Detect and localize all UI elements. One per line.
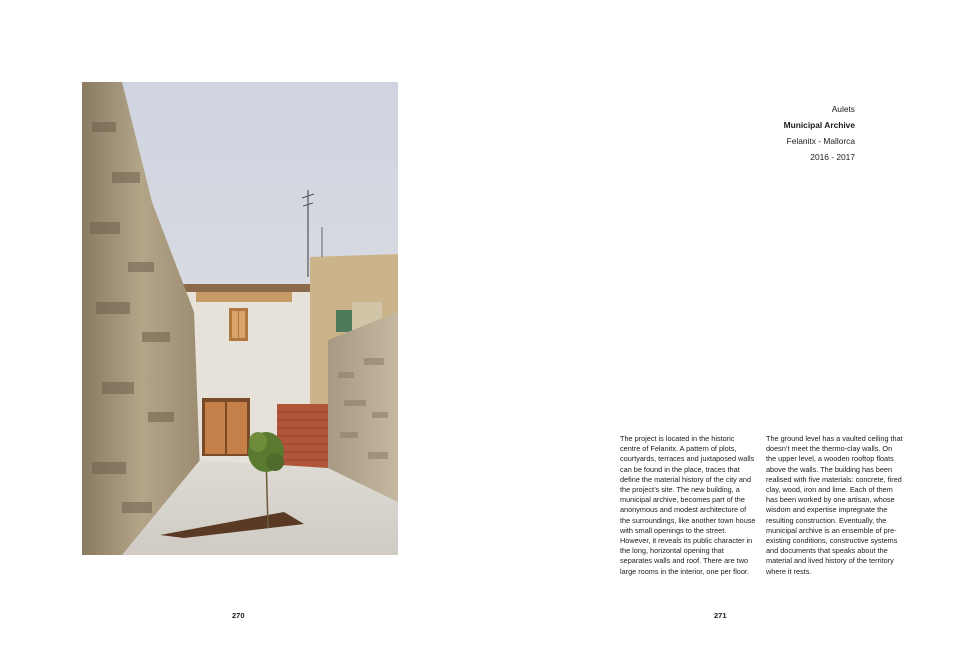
body-text-column-1: The project is located in the historic centre of Felanitx. A pattern of plots, courtyards, terraces and juxtaposed walls can be found in the place, traces that define the material history of the city and the project’s site. The new building, a municipal archive, becomes part of the anonymous and modest architecture of the surroundings, like another town house with small openings to the street. However, it reveals its public character in the long, horizontal opening that separates walls and roof. There are two large rooms in the interior, one per floor. bbox=[620, 434, 756, 576]
project-title: Municipal Archive bbox=[783, 120, 855, 130]
project-credits bbox=[784, 101, 855, 165]
page-number-left: 270 bbox=[232, 611, 245, 620]
page-number-right: 271 bbox=[714, 611, 727, 620]
project-location: Felanitx - Mallorca bbox=[786, 136, 855, 146]
architect-name: Aulets bbox=[831, 104, 855, 114]
project-years: 2016 - 2017 bbox=[810, 152, 855, 162]
building-photo bbox=[82, 82, 398, 555]
body-text-column-2: The ground level has a vaulted ceiling that doesn’t meet the thermo-clay walls. On the upper level, a wooden rooftop floats above the walls. The building has been realised with five materials: concrete, fired clay, wood, iron and lime. Each of them has been worked by one artisan, whose wisdom and expertise impregnate the resulting construction. Eventually, the municipal archive is an ensemble of pre-existing conditions, constructive systems and documents that speaks about the material and lived history of the territory where it rests. bbox=[766, 434, 903, 576]
